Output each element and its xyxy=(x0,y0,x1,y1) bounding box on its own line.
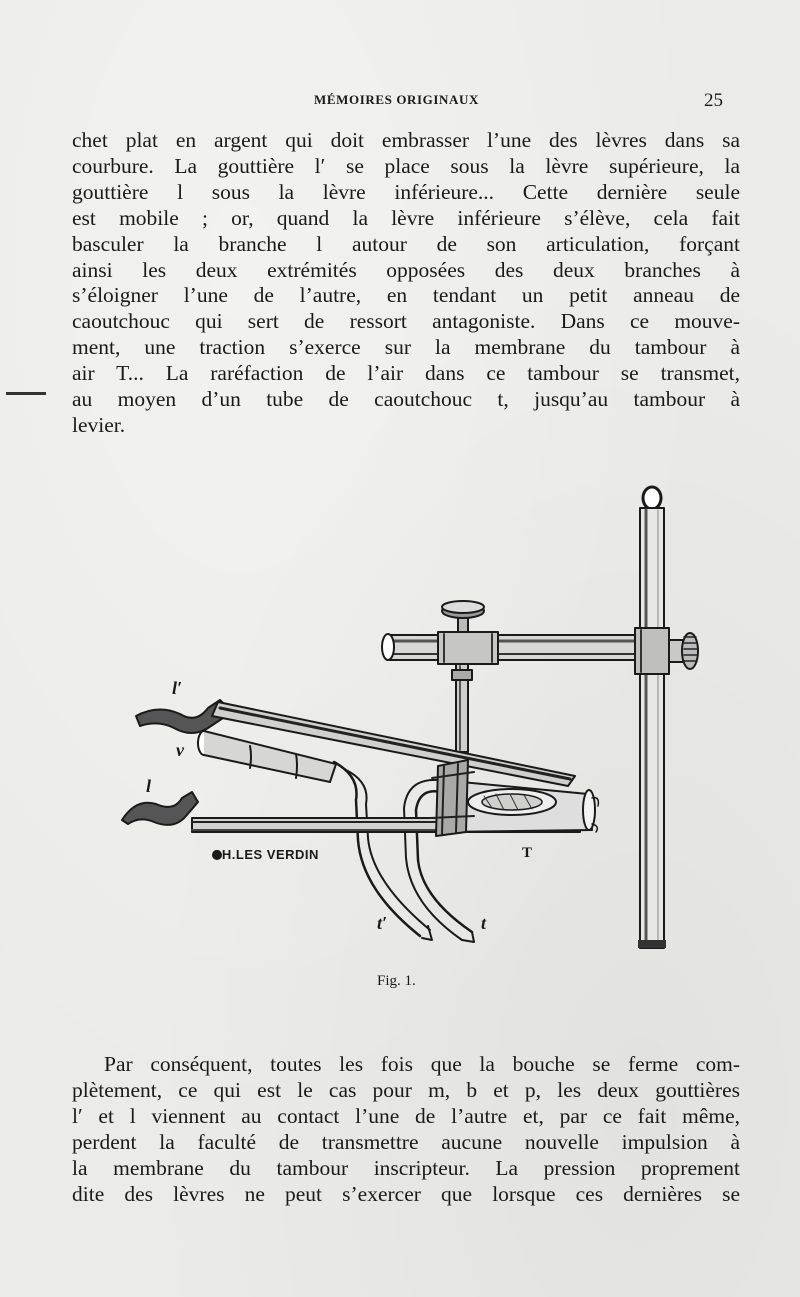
text-line: air T... La raréfaction de l’air dans ce tambour se transmet, xyxy=(72,361,740,386)
text-line: la membrane du tambour inscripteur. La pression proprement xyxy=(72,1155,740,1180)
paragraph-1 xyxy=(72,128,740,439)
text-line: ment, une traction s’exerce sur la membrane du tambour à xyxy=(72,335,740,360)
figure-label-T: T xyxy=(522,845,533,861)
post xyxy=(452,664,472,752)
figure-label-t-prime: t′ xyxy=(377,913,388,933)
running-head xyxy=(0,90,800,114)
page-number: 25 xyxy=(704,90,723,111)
figure-caption: Fig. 1. xyxy=(377,973,416,989)
text-line: au moyen d’un tube de caoutchouc t, jusqu’au tambour à xyxy=(72,387,740,412)
engraver-label: CH.LES VERDIN xyxy=(212,847,319,862)
text-line: basculer la branche l autour de son articulation, forçant xyxy=(72,231,740,256)
figure-label-l: l xyxy=(146,776,152,796)
figure-label-l-prime: l′ xyxy=(172,678,183,698)
text-line: Par conséquent, toutes les fois que la bouche se ferme com- xyxy=(104,1052,740,1076)
vertical-rod xyxy=(638,487,666,948)
text-line: l′ et l viennent au contact l’une de l’autre et, par ce fait même, xyxy=(72,1103,740,1128)
text-line: chet plat en argent qui doit embrasser l’une des lèvres dans sa xyxy=(72,128,740,152)
text-line: est mobile ; or, quand la lèvre inférieure s’élève, cela fait xyxy=(72,205,740,230)
text-line: s’éloigner l’une de l’autre, en tendant un petit anneau de xyxy=(72,283,740,308)
text-line: plètement, ce qui est le cas pour m, b et p, les deux gouttières xyxy=(72,1077,740,1102)
text-line: dite des lèvres ne peut s’exercer que lorsque ces dernières se xyxy=(72,1181,740,1206)
text-line: caoutchouc qui sert de ressort antagoniste. Dans ce mouve- xyxy=(72,309,740,334)
figure-label-v: v xyxy=(176,740,184,760)
figure-label-t: t xyxy=(481,913,487,933)
margin-mark xyxy=(6,392,46,395)
text-line: courbure. La gouttière l′ se place sous la lèvre supérieure, la xyxy=(72,153,740,178)
figure-illustration xyxy=(100,480,720,950)
tube-v xyxy=(198,731,432,940)
text-line: gouttière l sous la lèvre inférieure... Cette dernière seule xyxy=(72,179,740,204)
paragraph-2 xyxy=(72,1052,740,1207)
text-line: perdent la faculté de transmettre aucune nouvelle impulsion à xyxy=(72,1129,740,1154)
text-line: levier. xyxy=(72,412,126,437)
text-line: ainsi les deux extrémités opposées des deux branches à xyxy=(72,257,740,282)
running-title: MÉMOIRES ORIGINAUX xyxy=(314,92,480,107)
